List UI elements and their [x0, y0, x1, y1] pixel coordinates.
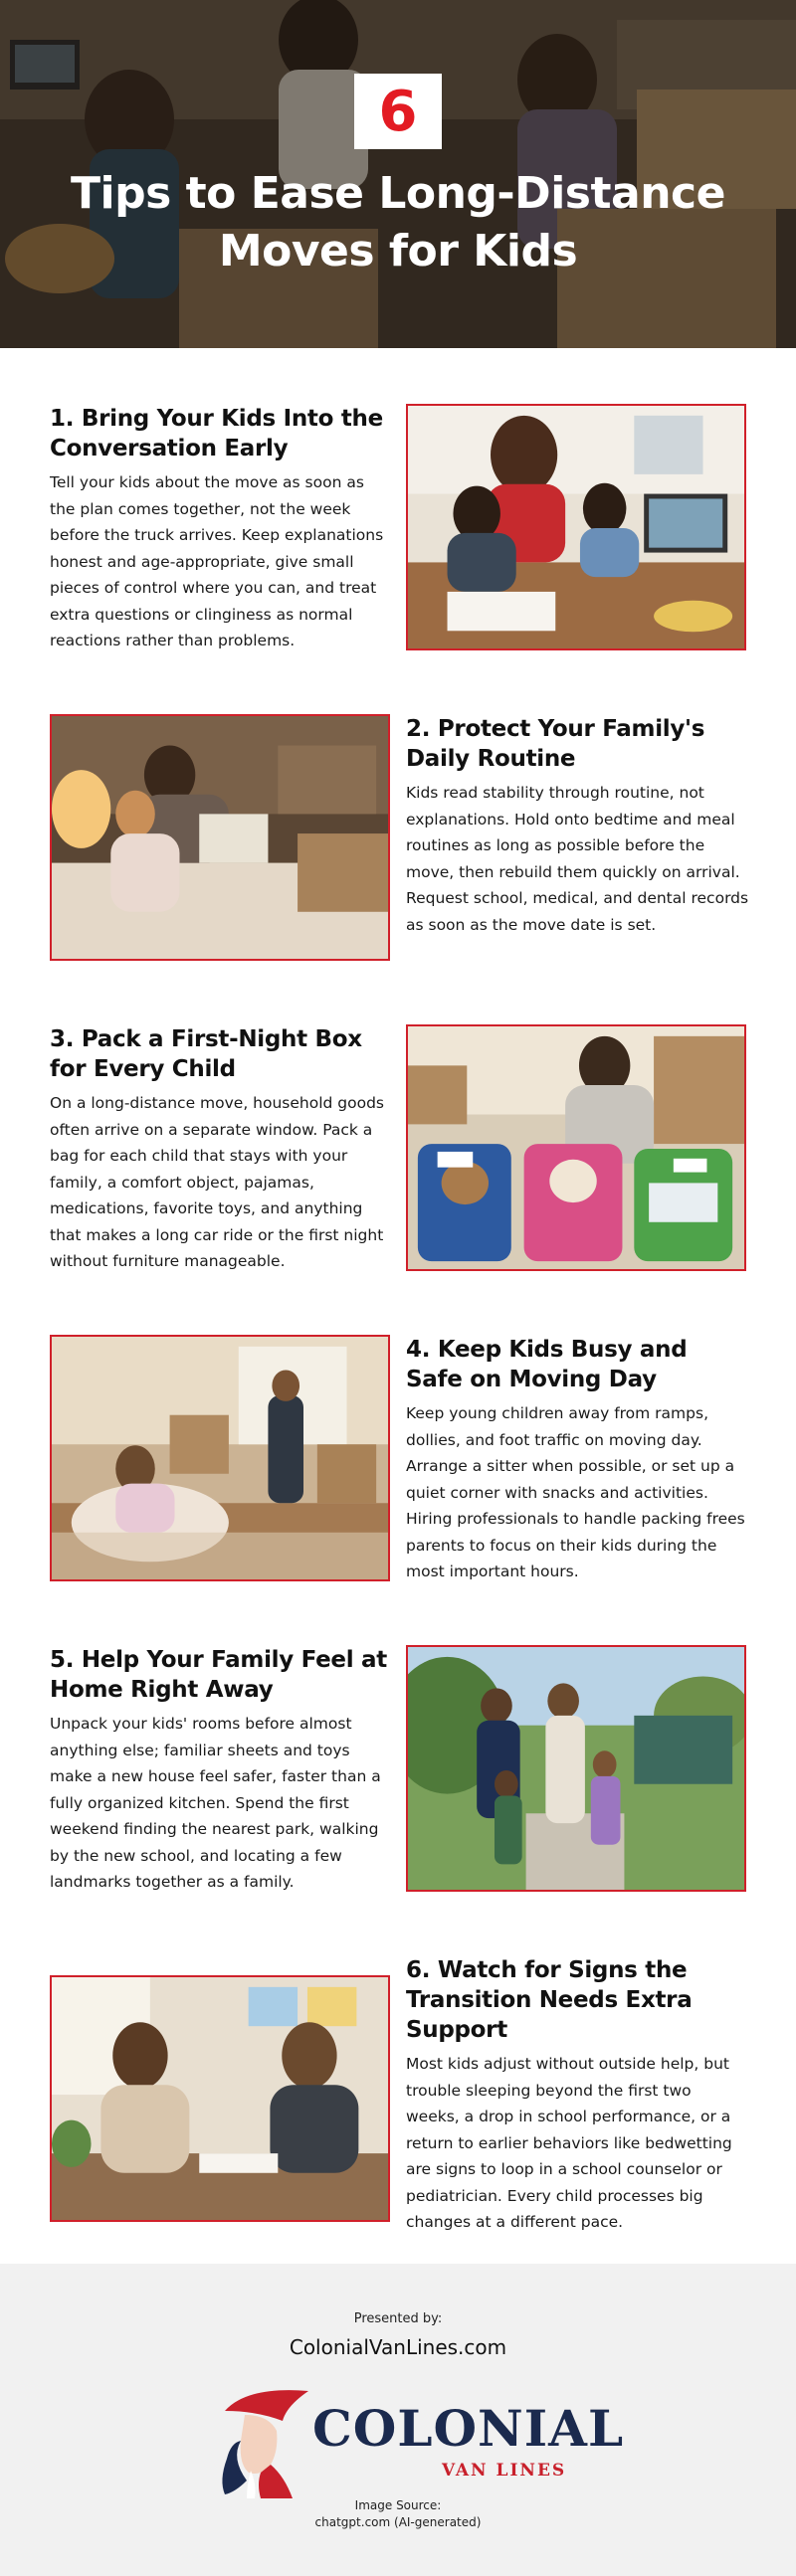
tip-5-photo	[406, 1645, 746, 1892]
tip-5-text	[50, 1645, 393, 1896]
tip-count: 6	[378, 79, 418, 144]
tip-6-body: Most kids adjust without outside help, but trouble sleeping beyond the first two weeks, a drop in school performance, or a return to earlier behaviors like bedwetting are signs to loop in a school counselor or pediatrician. Every child processes big changes at a different pace.	[406, 2055, 732, 2231]
tip-2-photo	[50, 714, 390, 961]
page-title: Tips to Ease Long-Distance Moves for Kids	[71, 168, 725, 276]
tip-count-badge	[354, 74, 442, 149]
logo-wordmark-van-lines: VAN LINES	[442, 2461, 567, 2481]
tip-6-photo	[50, 1975, 390, 2222]
website-link[interactable]: ColonialVanLines.com	[289, 2335, 507, 2359]
tip-3-text	[50, 1024, 393, 1275]
tip-5-body: Unpack your kids' rooms before almost anything else; familiar sheets and toys make a new house feel safer, faster than a fully organized kitchen. Spend the first weekend finding the nearest park, walking by the new school, and locating a few landmarks together as a family.	[50, 1715, 381, 1891]
image-source-value: chatgpt.com (AI-generated)	[314, 2515, 482, 2529]
tip-3-heading: 3. Pack a First-Night Box for Every Child	[50, 1026, 362, 1082]
tip-1-heading: 1. Bring Your Kids Into the Conversation Early	[50, 406, 383, 461]
image-source-label: Image Source:	[354, 2498, 442, 2512]
tip-2-heading: 2. Protect Your Family's Daily Routine	[406, 716, 705, 772]
footer	[0, 2264, 796, 2576]
tip-2-body: Kids read stability through routine, not explanations. Hold onto bedtime and meal routines as long as possible before the move, then rebuild them quickly on arrival. Request school, medical, and dental records as soon as the move date is set.	[406, 784, 749, 934]
tip-3-body: On a long-distance move, household goods often arrive on a separate window. Pack a bag for each child that stays with your family, a comfort object, pajamas, medications, favorite toys, and anything that makes a long car ride or the first night without furniture manageable.	[50, 1094, 385, 1270]
hero-banner	[0, 0, 796, 348]
colonial-patriot-icon	[217, 2381, 326, 2500]
tip-1-body: Tell your kids about the move as soon as the plan comes together, not the week before the truck arrives. Keep explanations honest and age-appropriate, give small pieces of control where you can, and treat extra questions or clinginess as normal reactions rather than problems.	[50, 473, 384, 649]
logo-wordmark-colonial: COLONIAL	[312, 2399, 625, 2458]
tip-1-photo	[406, 404, 746, 650]
tip-2-text	[406, 714, 749, 938]
tip-4-heading: 4. Keep Kids Busy and Safe on Moving Day	[406, 1337, 688, 1392]
tip-4-photo	[50, 1335, 390, 1581]
tip-5-heading: 5. Help Your Family Feel at Home Right Away	[50, 1647, 387, 1703]
colonial-van-lines-logo	[217, 2381, 625, 2500]
tip-1-text	[50, 404, 393, 654]
tip-6-heading: 6. Watch for Signs the Transition Needs Extra Support	[406, 1957, 693, 2043]
tip-6-text	[406, 1955, 749, 2236]
tip-4-body: Keep young children away from ramps, dollies, and foot traffic on moving day. Arrange a sitter when possible, or set up a quiet corner with snacks and activities. Hiring professionals to handle packing frees parents to focus on their kids during the most important hours.	[406, 1404, 745, 1580]
presented-by-label: Presented by:	[353, 2311, 443, 2326]
tip-3-photo	[406, 1024, 746, 1271]
tip-4-text	[406, 1335, 749, 1585]
